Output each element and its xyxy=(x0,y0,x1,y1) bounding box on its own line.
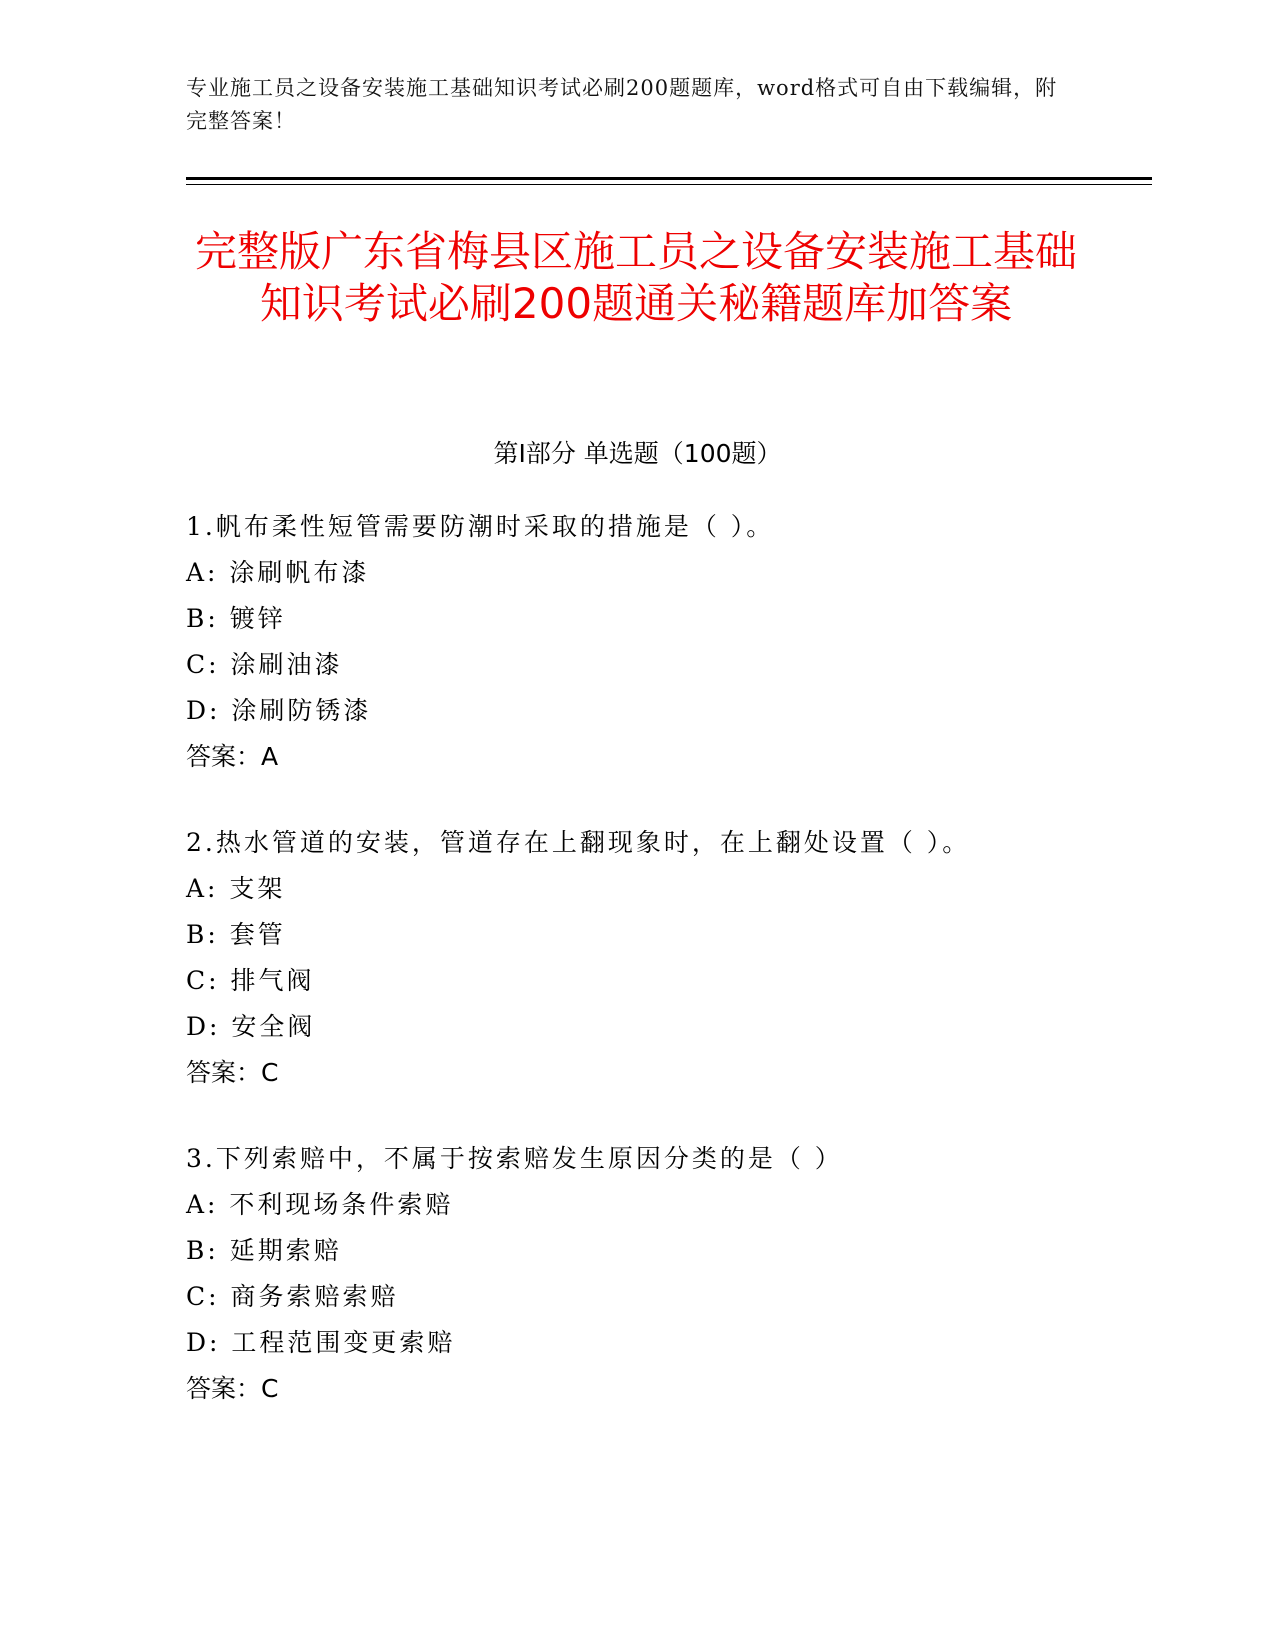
option-a: A: 涂刷帆布漆 xyxy=(186,558,370,587)
question-stem: 2.热水管道的安装，管道存在上翻现象时，在上翻处设置（ ）。 xyxy=(186,828,971,857)
option-b: B: 延期索赔 xyxy=(186,1236,342,1265)
header-note: 专业施工员之设备安装施工基础知识考试必刷200题题库，word格式可自由下载编辑，附完整答案！ xyxy=(186,76,1058,133)
option-b: B: 镀锌 xyxy=(186,604,286,633)
option-c: C: 商务索赔索赔 xyxy=(186,1282,399,1311)
option-b: B: 套管 xyxy=(186,920,286,949)
question-3 xyxy=(186,1136,1086,1412)
question-1 xyxy=(186,504,1086,780)
option-d: D: 工程范围变更索赔 xyxy=(186,1328,456,1357)
section-heading: 第Ⅰ部分 单选题（100题） xyxy=(493,439,782,468)
option-d: D: 安全阀 xyxy=(186,1012,316,1041)
answer: 答案：C xyxy=(186,1058,279,1087)
option-a: A: 支架 xyxy=(186,874,286,903)
answer: 答案：C xyxy=(186,1374,279,1403)
option-c: C: 涂刷油漆 xyxy=(186,650,343,679)
header-divider-thin xyxy=(186,184,1152,185)
question-stem: 1.帆布柔性短管需要防潮时采取的措施是（ ）。 xyxy=(186,512,775,541)
option-a: A: 不利现场条件索赔 xyxy=(186,1190,454,1219)
header-divider-thick xyxy=(186,177,1152,180)
document-title: 完整版广东省梅县区施工员之设备安装施工基础知识考试必刷200题通关秘籍题库加答案 xyxy=(194,227,1077,328)
answer: 答案：A xyxy=(186,742,279,771)
question-2 xyxy=(186,820,1086,1096)
question-stem: 3.下列索赔中，不属于按索赔发生原因分类的是（ ） xyxy=(186,1144,843,1173)
option-d: D: 涂刷防锈漆 xyxy=(186,696,372,725)
option-c: C: 排气阀 xyxy=(186,966,315,995)
